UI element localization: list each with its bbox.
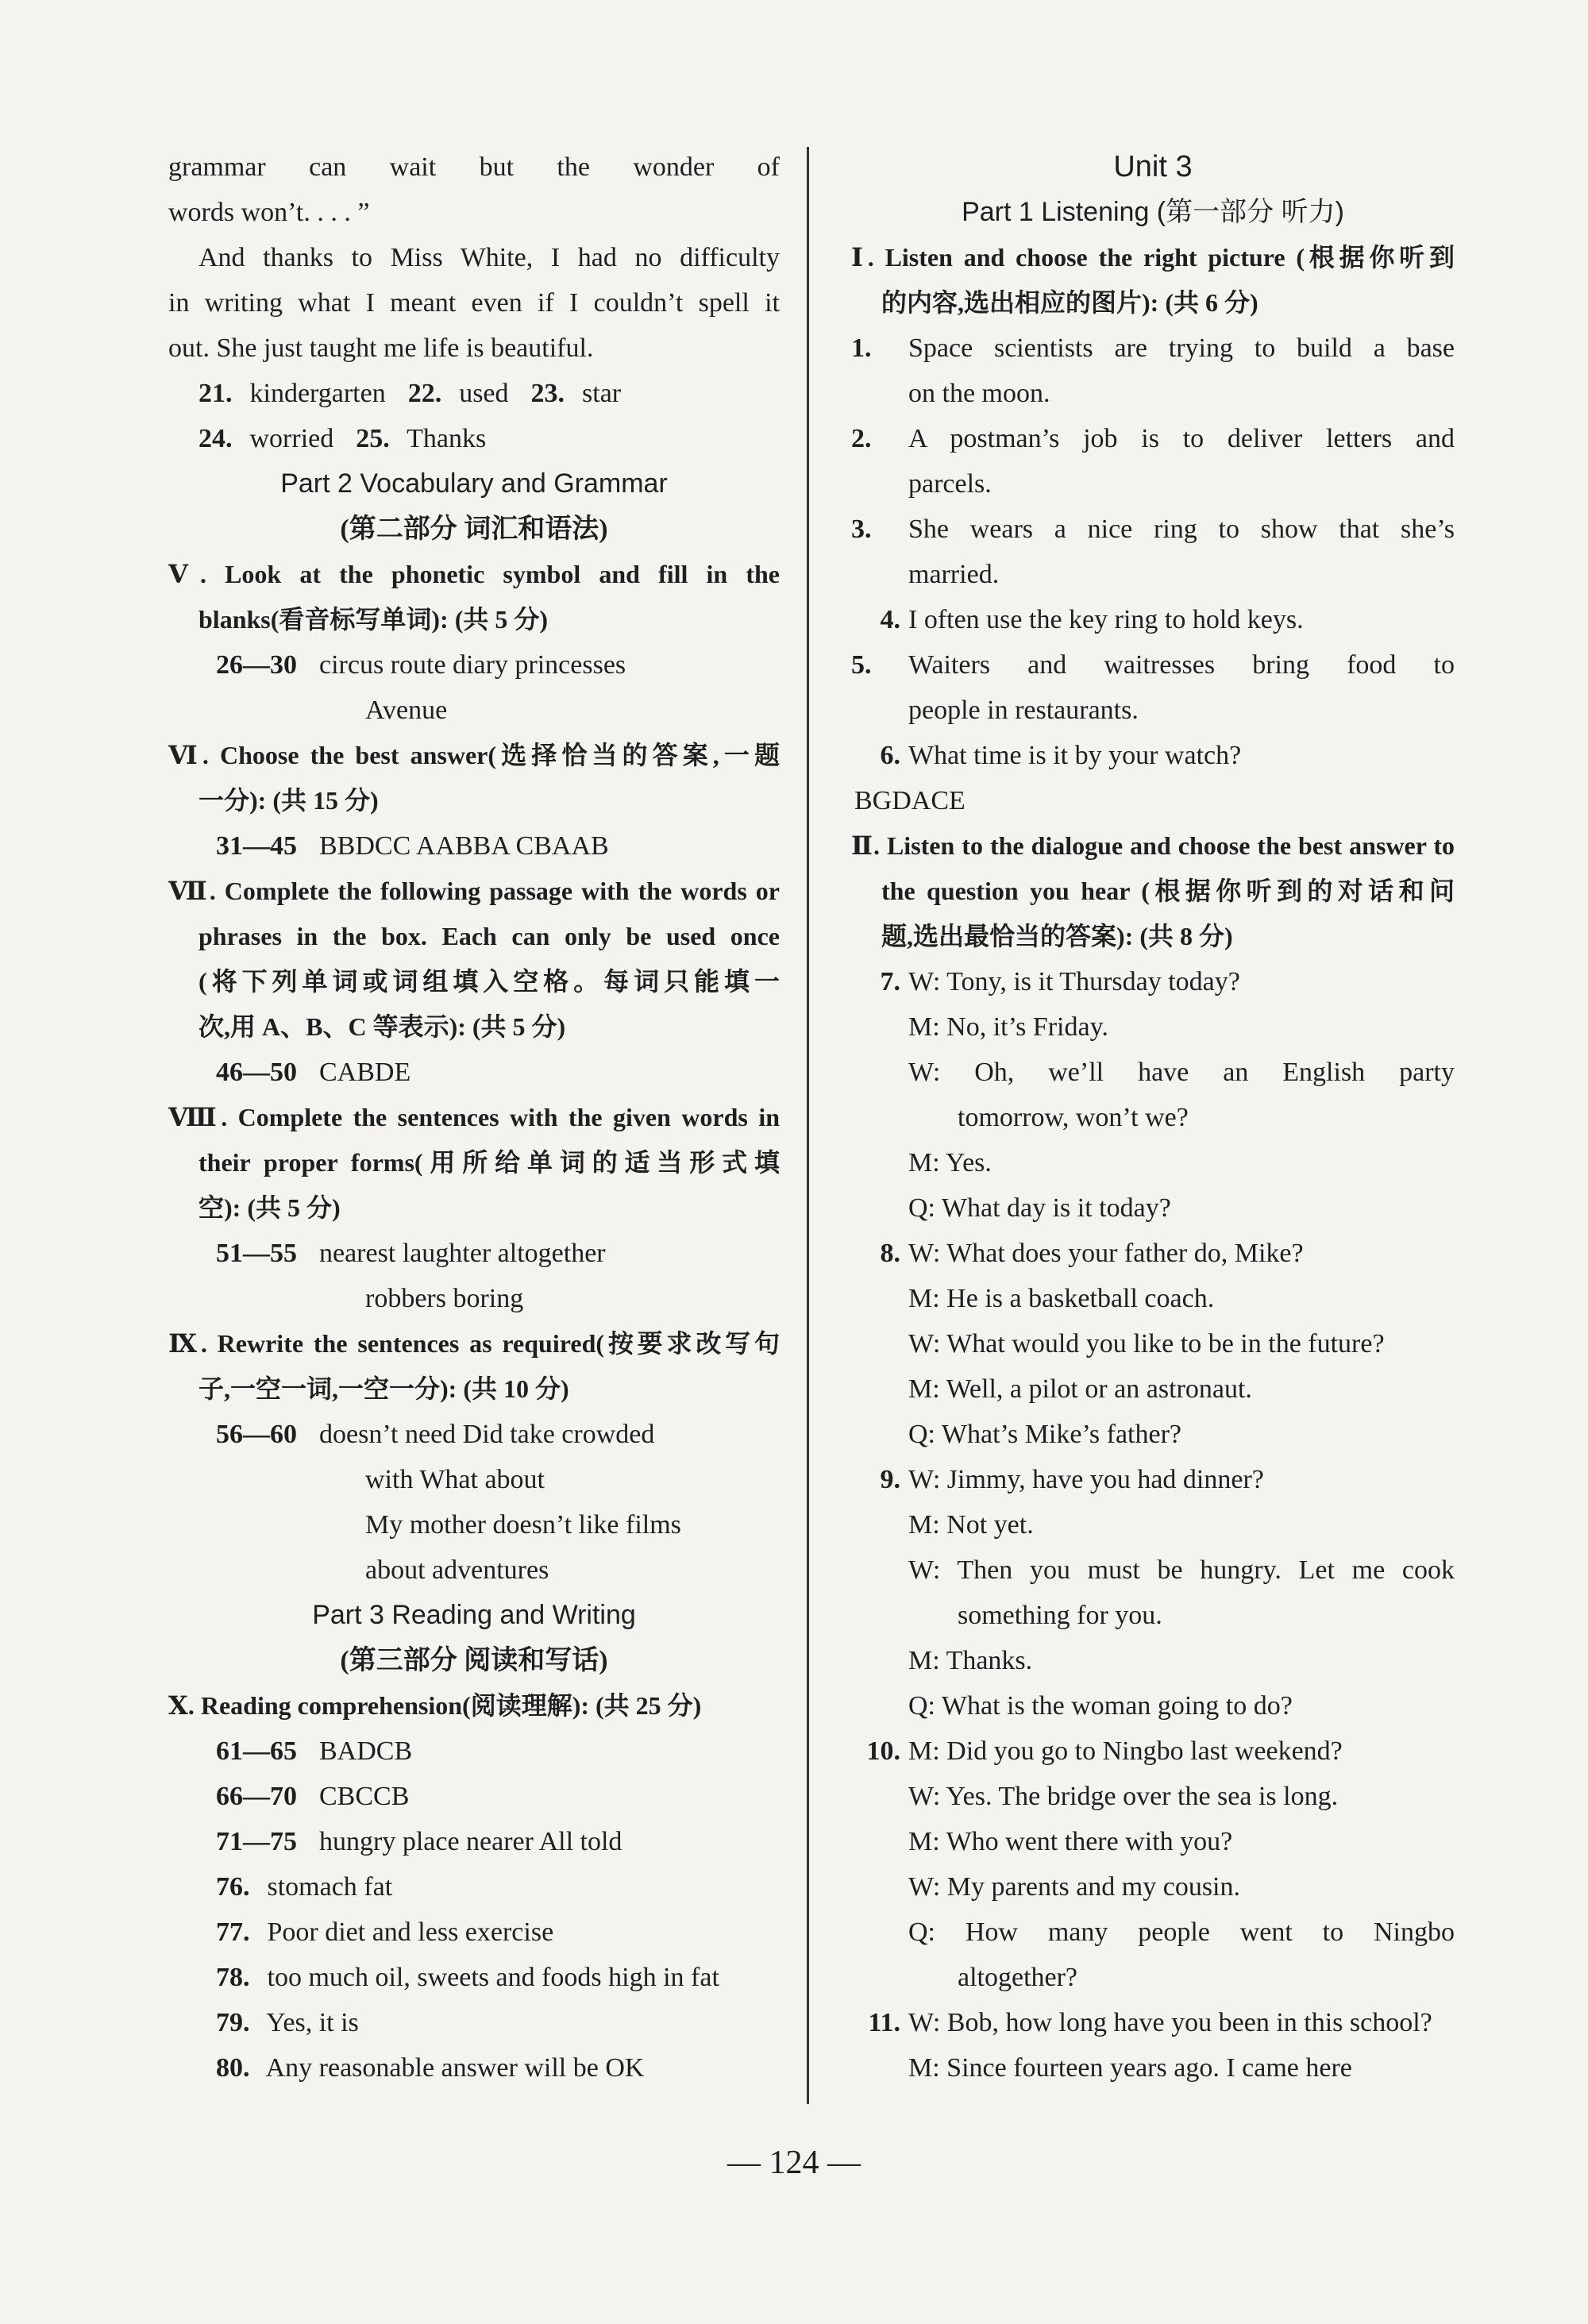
answer-text: circus route diary princesses	[319, 650, 626, 680]
answer-row	[168, 642, 780, 688]
question-text: people in restaurants.	[908, 696, 1139, 725]
question-line	[851, 416, 1455, 461]
answer-number: 25.	[356, 424, 390, 453]
answer-range: 31—45	[216, 831, 297, 861]
passage-line: in writing what I meant even if I couldn’t spell it	[168, 288, 780, 318]
dialogue-text: W: Jimmy, have you had dinner?	[908, 1465, 1264, 1494]
question-number: 11.	[868, 2008, 900, 2037]
dialogue-text: W: Then you must be hungry. Let me cook	[908, 1555, 1455, 1585]
section-heading: blanks(看音标写单词): (共 5 分)	[198, 605, 549, 634]
answer-text: BBDCC AABBA CBAAB	[319, 831, 609, 861]
answer-row	[168, 823, 780, 869]
answer-number: 78.	[216, 1963, 250, 1992]
answer-text: CBCCB	[319, 1782, 410, 1811]
dialogue-text: Q: What day is it today?	[908, 1193, 1171, 1223]
dialogue-line	[851, 1231, 1455, 1276]
section-heading: 次,用 A、B、C 等表示): (共 5 分)	[198, 1012, 566, 1041]
question-number: 5.	[851, 650, 872, 680]
unit-title: Unit 3	[1113, 150, 1193, 183]
answer-text: worried	[249, 424, 334, 453]
answer-text: nearest laughter altogether	[319, 1239, 606, 1268]
question-number: 10.	[866, 1736, 900, 1766]
answer-range: 26—30	[216, 650, 297, 680]
dialogue-text: W: Tony, is it Thursday today?	[908, 967, 1240, 996]
answer-range: 66—70	[216, 1782, 297, 1811]
answer-number: 21.	[198, 379, 233, 408]
dialogue-text: Q: How many people went to Ningbo	[908, 1917, 1455, 1947]
question-line	[851, 642, 1455, 688]
section-heading: Ⅴ. Look at the phonetic symbol and fill in the	[168, 560, 780, 588]
answer-row	[168, 1955, 780, 2000]
question-line	[851, 733, 1455, 778]
question-number: 4.	[880, 605, 900, 634]
dialogue-line	[851, 1457, 1455, 1502]
dialogue-text: tomorrow, won’t we?	[958, 1103, 1189, 1132]
answer-row	[168, 1819, 780, 1864]
dialogue-line	[851, 1729, 1455, 1774]
dialogue-text: W: What would you like to be in the future?	[908, 1329, 1385, 1359]
answer-text: Avenue	[365, 696, 448, 725]
passage-line: And thanks to Miss White, I had no difficulty	[198, 243, 780, 272]
dialogue-text: Q: What is the woman going to do?	[908, 1691, 1293, 1721]
section-heading: Ⅶ. Complete the following passage with the words or	[168, 877, 780, 905]
left-column	[168, 145, 780, 2091]
dialogue-text: altogether?	[958, 1963, 1078, 1992]
answer-text: stomach fat	[267, 1872, 393, 1902]
section-heading: Ⅱ. Listen to the dialogue and choose the best answer to	[851, 831, 1455, 860]
section-heading: 的内容,选出相应的图片): (共 6 分)	[881, 288, 1258, 317]
dialogue-text: W: Bob, how long have you been in this school?	[908, 2008, 1432, 2037]
dialogue-text: M: Yes.	[908, 1148, 992, 1177]
section-heading: Ⅰ. Listen and choose the right picture (根据你听到	[851, 243, 1455, 272]
answer-text: with What about	[365, 1465, 545, 1494]
answer-text: Yes, it is	[266, 2008, 359, 2037]
answer-text: used	[459, 379, 509, 408]
page-number: — 124 —	[727, 2145, 861, 2181]
answer-text: doesn’t need Did take crowded	[319, 1420, 655, 1449]
dialogue-text: W: My parents and my cousin.	[908, 1872, 1240, 1902]
section-heading: phrases in the box. Each can only be used once	[198, 922, 780, 950]
answer-number: 76.	[216, 1872, 250, 1902]
answer-text: Poor diet and less exercise	[267, 1917, 554, 1947]
answer-number: 23.	[530, 379, 565, 408]
section-heading: their proper forms(用所给单词的适当形式填	[198, 1148, 780, 1177]
answer-text: kindergarten	[249, 379, 386, 408]
question-number: 3.	[851, 515, 872, 544]
part-title-cn: (第三部分 阅读和写话)	[340, 1646, 608, 1675]
right-column	[851, 145, 1455, 2091]
answer-row	[168, 2045, 780, 2091]
section-heading: Ⅷ. Complete the sentences with the given words in	[168, 1103, 780, 1131]
question-line	[851, 326, 1455, 371]
dialogue-text: M: Not yet.	[908, 1510, 1034, 1540]
dialogue-text: W: What does your father do, Mike?	[908, 1239, 1304, 1268]
section-heading: 一分): (共 15 分)	[198, 786, 379, 815]
dialogue-text: M: No, it’s Friday.	[908, 1012, 1108, 1042]
answer-text: BADCB	[319, 1736, 413, 1766]
dialogue-text: M: Since fourteen years ago. I came here	[908, 2053, 1352, 2083]
part-title: Part 1 Listening (第一部分 听力)	[962, 197, 1344, 227]
section-heading: Ⅵ. Choose the best answer(选择恰当的答案,一题	[168, 741, 780, 769]
part-title: Part 3 Reading and Writing	[312, 1600, 636, 1630]
passage-line: words won’t. . . . ”	[168, 198, 370, 227]
dialogue-text: M: He is a basketball coach.	[908, 1284, 1215, 1313]
answer-number: 22.	[407, 379, 442, 408]
answer-number: 24.	[198, 424, 233, 453]
question-number: 7.	[880, 967, 900, 996]
question-number: 8.	[880, 1239, 900, 1268]
question-text: A postman’s job is to deliver letters and	[908, 424, 1455, 453]
dialogue-text: W: Yes. The bridge over the sea is long.	[908, 1782, 1339, 1811]
answer-text: My mother doesn’t like films	[365, 1510, 681, 1540]
answer-text: star	[582, 379, 622, 408]
answer-text: Any reasonable answer will be OK	[265, 2053, 645, 2083]
answer-range: 71—75	[216, 1827, 297, 1856]
answer-row	[168, 371, 780, 416]
column-divider	[807, 147, 809, 2104]
part-title: Part 2 Vocabulary and Grammar	[280, 468, 668, 499]
dialogue-line	[851, 959, 1455, 1004]
dialogue-text: something for you.	[958, 1601, 1162, 1630]
answer-range: 46—50	[216, 1058, 297, 1087]
answer-row	[168, 1050, 780, 1095]
answer-text: Thanks	[407, 424, 487, 453]
part-title-cn: (第二部分 词汇和语法)	[340, 515, 608, 544]
section-heading: the question you hear (根据你听到的对话和问	[881, 877, 1455, 905]
question-number: 9.	[880, 1465, 900, 1494]
dialogue-line	[851, 2000, 1455, 2045]
answer-row	[168, 1774, 780, 1819]
answer-text: CABDE	[319, 1058, 411, 1087]
answer-text: too much oil, sweets and foods high in fat	[267, 1963, 719, 1992]
question-line	[851, 597, 1455, 642]
answer-row	[168, 1412, 780, 1457]
answer-number: 77.	[216, 1917, 250, 1947]
question-text: I often use the key ring to hold keys.	[908, 605, 1304, 634]
question-text: Space scientists are trying to build a base	[908, 333, 1455, 363]
answer-range: 61—65	[216, 1736, 297, 1766]
answer-row	[168, 1231, 780, 1276]
dialogue-text: Q: What’s Mike’s father?	[908, 1420, 1182, 1449]
question-text: on the moon.	[908, 379, 1050, 408]
answer-number: 80.	[216, 2053, 250, 2083]
passage-line: grammar can wait but the wonder of	[168, 152, 780, 182]
answer-range: 51—55	[216, 1239, 297, 1268]
question-text: parcels.	[908, 469, 992, 499]
question-text: She wears a nice ring to show that she’s	[908, 515, 1455, 544]
question-line	[851, 507, 1455, 552]
question-number: 2.	[851, 424, 872, 453]
question-text: married.	[908, 560, 1000, 589]
section-heading: 空): (共 5 分)	[198, 1193, 341, 1222]
answer-row	[168, 2000, 780, 2045]
question-text: Waiters and waitresses bring food to	[908, 650, 1455, 680]
dialogue-text: M: Thanks.	[908, 1646, 1033, 1675]
passage-line: out. She just taught me life is beautiful.	[168, 333, 594, 363]
section-heading: Ⅹ. Reading comprehension(阅读理解): (共 25 分)	[168, 1691, 702, 1720]
question-text: What time is it by your watch?	[908, 741, 1242, 770]
answer-row	[168, 1910, 780, 1955]
dialogue-text: M: Well, a pilot or an astronaut.	[908, 1374, 1252, 1404]
dialogue-text: W: Oh, we’ll have an English party	[908, 1058, 1455, 1087]
answer-text: hungry place nearer All told	[319, 1827, 622, 1856]
answer-number: 79.	[216, 2008, 250, 2037]
dialogue-text: M: Did you go to Ningbo last weekend?	[908, 1736, 1343, 1766]
answer-text: about adventures	[365, 1555, 549, 1585]
section-heading: 题,选出最恰当的答案): (共 8 分)	[881, 922, 1233, 950]
section-heading: 子,一空一词,一空一分): (共 10 分)	[198, 1374, 569, 1403]
answer-row	[168, 416, 780, 461]
answer-text: BGDACE	[854, 786, 966, 815]
section-heading: Ⅸ. Rewrite the sentences as required(按要求改写句	[168, 1329, 780, 1358]
answer-text: robbers boring	[365, 1284, 524, 1313]
answer-row	[168, 1864, 780, 1910]
answer-range: 56—60	[216, 1420, 297, 1449]
question-number: 1.	[851, 333, 872, 363]
question-number: 6.	[880, 741, 900, 770]
answer-row	[168, 1729, 780, 1774]
dialogue-text: M: Who went there with you?	[908, 1827, 1233, 1856]
section-heading: (将下列单词或词组填入空格。每词只能填一	[198, 967, 780, 996]
